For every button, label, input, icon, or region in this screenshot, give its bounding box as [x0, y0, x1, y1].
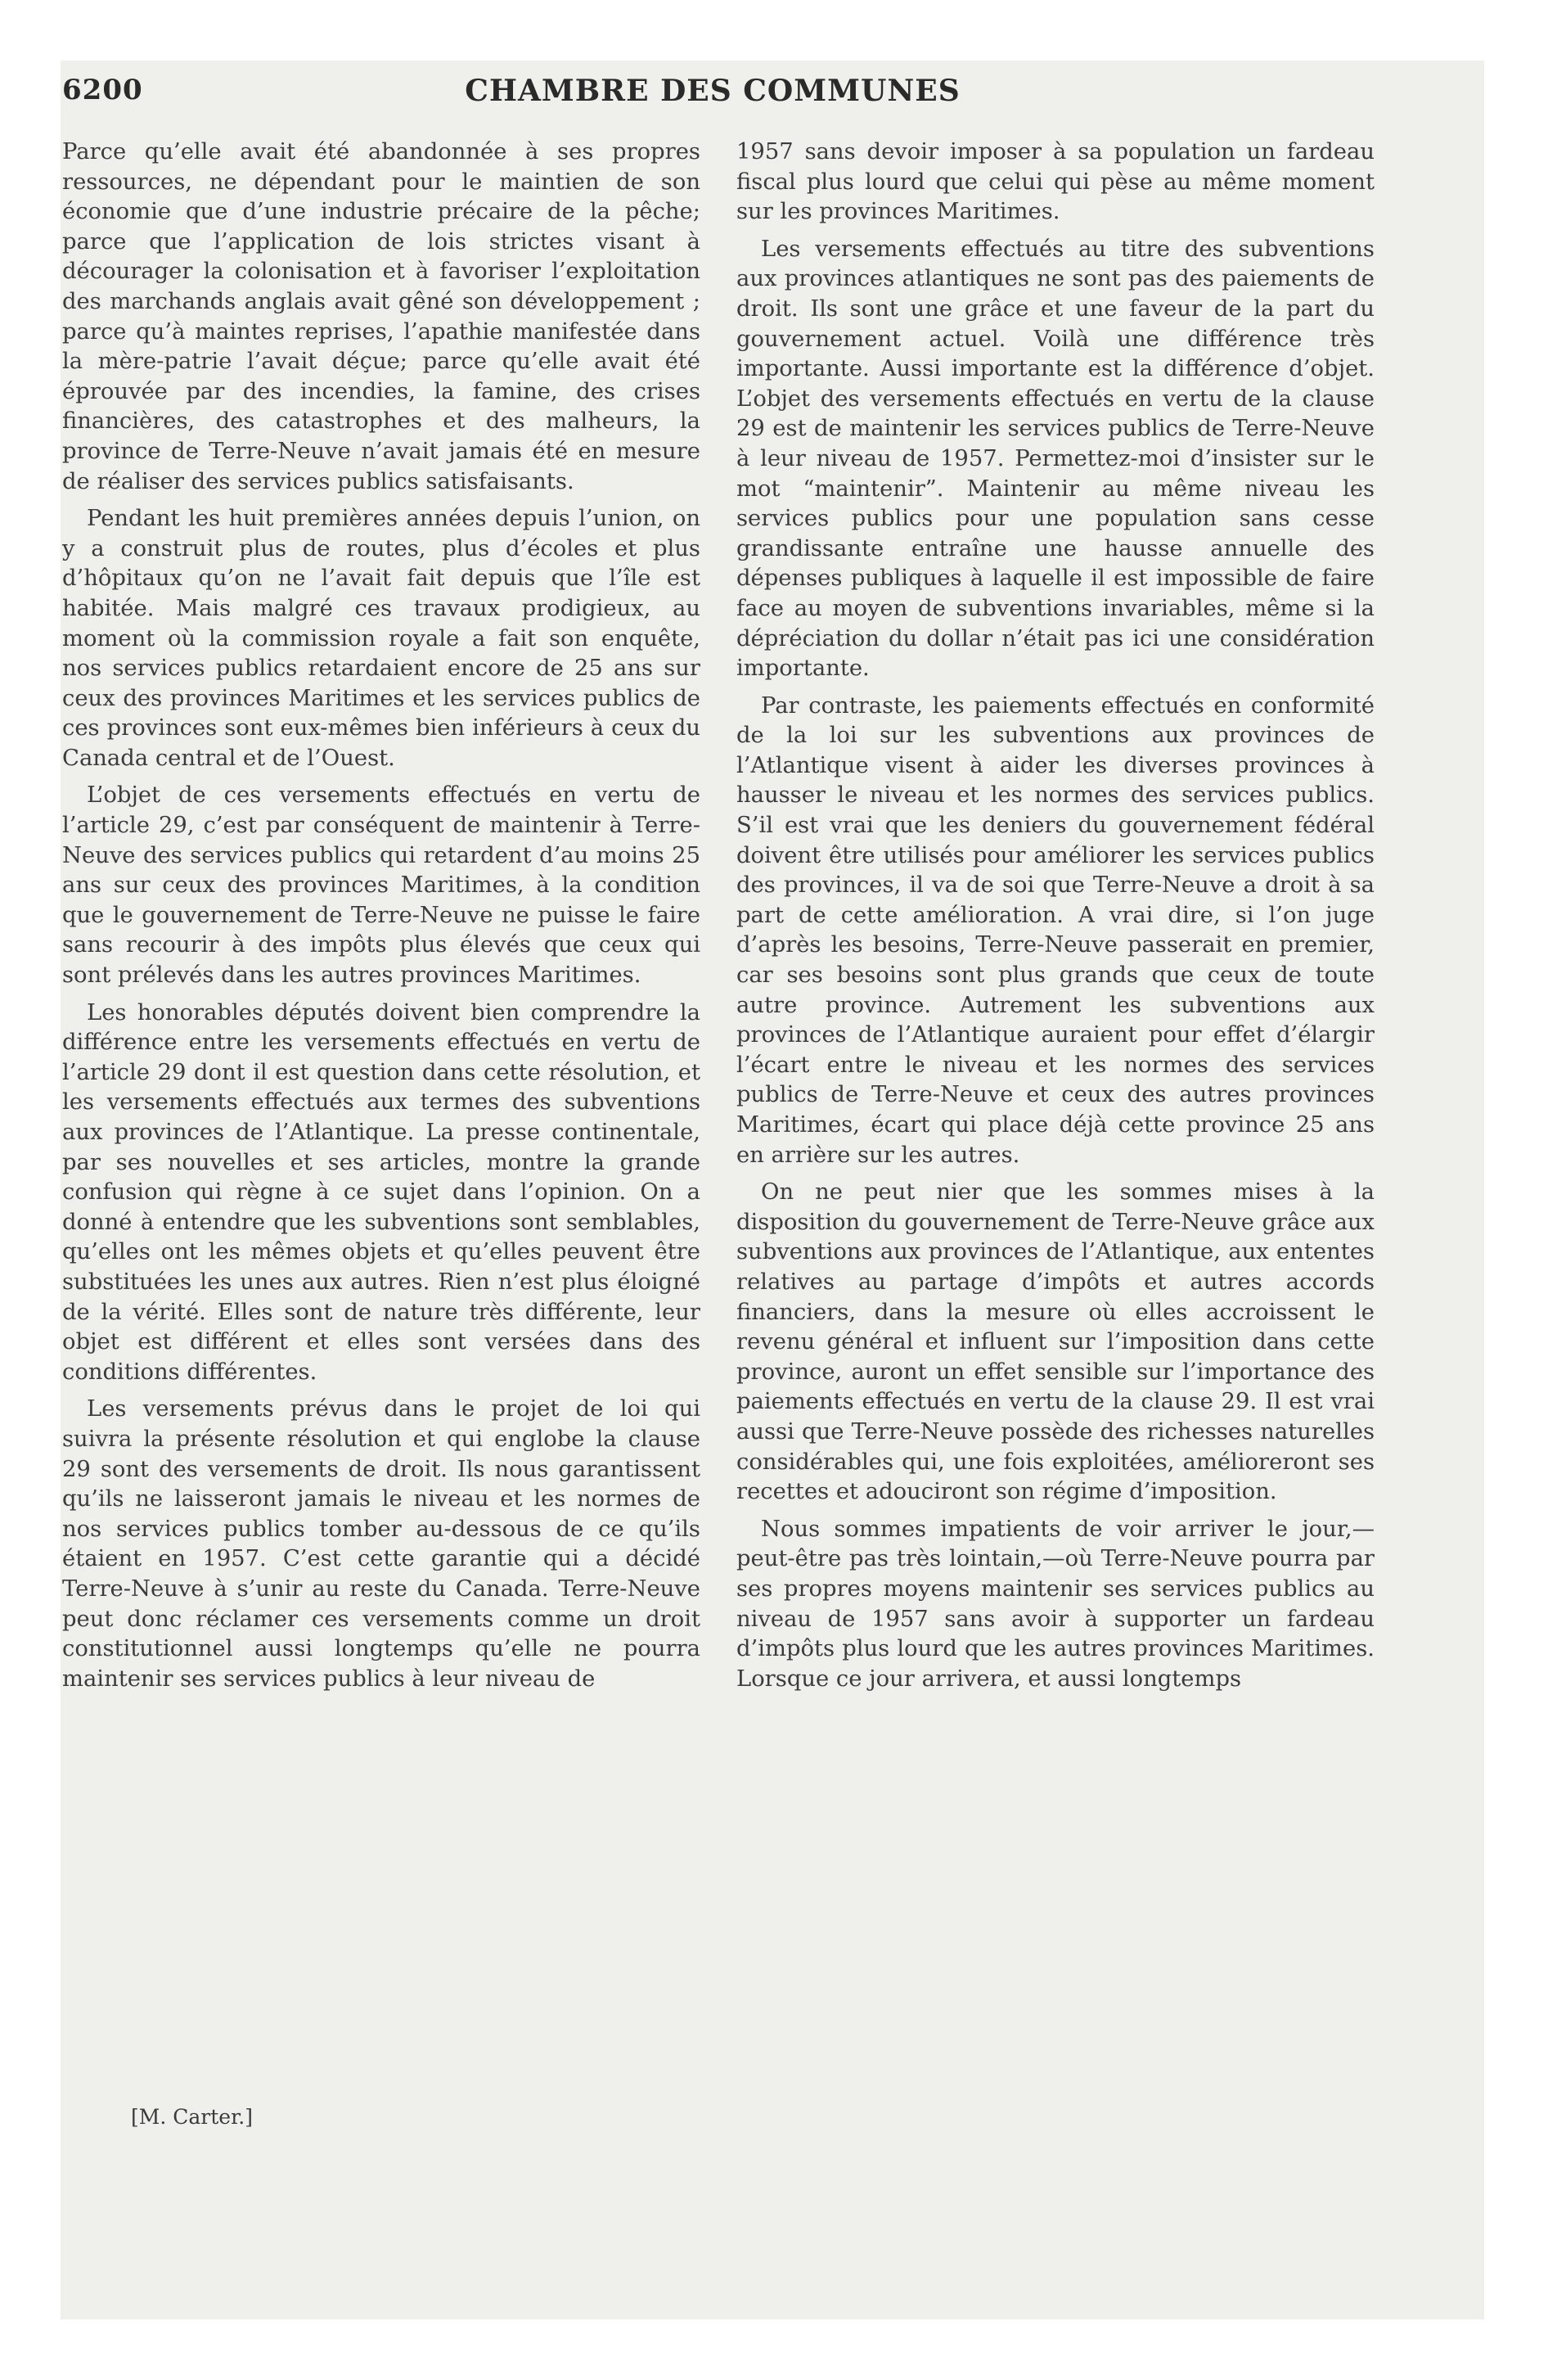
paragraph: Pendant les huit premières années depuis l’union, on y a construit plus de routes, plus d’écoles et plus d’hôpitaux qu’on ne l’avait fait depuis que l’île est habitée. Mais malgré ces travaux prodigieux, au moment où la commission royale a fait son enquête, nos services publics retardaient encore de 25 ans sur ceux des provinces Maritimes et les services publics de ces provinces sont eux-mêmes bien inférieurs à ceux du Canada central et de l’Ouest. — [62, 506, 700, 771]
paragraph: On ne peut nier que les sommes mises à la disposition du gouvernement de Terre-Neuve grâce aux subventions aux provinces de l’Atlantique, aux ententes relatives au partage d’impôts et autres accords financiers, dans la mesure où elles accroissent le revenu général et influent sur l’imposition dans cette province, auront un effet sensible sur l’importance des paiements effectués en vertu de la clause 29. Il est vrai aussi que Terre-Neuve possède des richesses naturelles considérables qui, une fois exploitées, amélioreront ses recettes et adouciront son régime d’imposition. — [736, 1179, 1375, 1505]
left-column — [62, 137, 700, 1702]
paragraph: Les versements effectués au titre des subventions aux provinces atlantiques ne sont pas des paiements de droit. Ils sont une grâce et une faveur de la part du gouvernement actuel. Voilà une différence très importante. Aussi importante est la différence d’objet. L’objet des versements effectués en vertu de la clause 29 est de maintenir les services publics de Terre-Neuve à leur niveau de 1957. Permettez-moi d’insister sur le mot “maintenir”. Maintenir au même niveau les services publics pour une population sans cesse grandissante entraîne une hausse annuelle des dépenses publiques à laquelle il est impossible de faire face au moyen de subventions invariables, même si la dépréciation du dollar n’était pas ici une considération importante. — [736, 236, 1375, 682]
page-number: 6200 — [62, 74, 143, 106]
paragraph: Les honorables députés doivent bien comprendre la différence entre les versements effectués en vertu de l’article 29 dont il est question dans cette résolution, et les versements effectués aux termes des subventions aux provinces de l’Atlantique. La presse continentale, par ses nouvelles et ses articles, montre la grande confusion qui règne à ce sujet dans l’opinion. On a donné à entendre que les subventions sont semblables, qu’elles ont les mêmes objets et qu’elles peuvent être substituées les unes aux autres. Rien n’est plus éloigné de la vérité. Elles sont de nature très différente, leur objet est différent et elles sont versées dans des conditions différentes. — [62, 999, 700, 1385]
paragraph: Par contraste, les paiements effectués en conformité de la loi sur les subventions aux provinces de l’Atlantique visent à aider les diverses provinces à hausser le niveau et les normes des services publics. S’il est vrai que les deniers du gouvernement fédéral doivent être utilisés pour améliorer les services publics des provinces, il va de soi que Terre-Neuve a droit à sa part de cette amélioration. A vrai dire, si l’on juge d’après les besoins, Terre-Neuve passerait en premier, car ses besoins sont plus grands que ceux de toute autre province. Autrement les subventions aux provinces de l’Atlantique auraient pour effet d’élargir l’écart entre le niveau et les normes des services publics de Terre-Neuve et ceux des autres provinces Maritimes, écart qui place déjà cette province 25 ans en arrière sur les autres. — [736, 692, 1375, 1168]
running-title: CHAMBRE DES COMMUNES — [465, 74, 961, 108]
paragraph: Nous sommes impatients de voir arriver le jour,—peut-être pas très lointain,—où Terre-Neuve pourra par ses propres moyens maintenir ses services publics au niveau de 1957 sans avoir à supporter un fardeau d’impôts plus lourd que les autres provinces Maritimes. Lorsque ce jour arrivera, et aussi longtemps — [736, 1516, 1375, 1692]
right-column — [736, 137, 1375, 1702]
paragraph: Les versements prévus dans le projet de loi qui suivra la présente résolution et qui englobe la clause 29 sont des versements de droit. Ils nous garantissent qu’ils ne laisseront jamais le niveau et les normes de nos services publics tomber au-dessous de ce qu’ils étaient en 1957. C’est cette garantie qui a décidé Terre-Neuve à s’unir au reste du Canada. Terre-Neuve peut donc réclamer ces versements comme un droit constitutionnel aussi longtemps qu’elle ne pourra maintenir ses services publics à leur niveau de — [62, 1396, 700, 1692]
paragraph: Parce qu’elle avait été abandonnée à ses propres ressources, ne dépendant pour le maintien de son économie que d’une industrie précaire de la pêche; parce que l’application de lois strictes visant à décourager la colonisation et à favoriser l’exploitation des marchands anglais avait gêné son développement ; parce qu’à maintes reprises, l’apathie manifestée dans la mère-patrie l’avait déçue; parce qu’elle avait été éprouvée par des incendies, la famine, des crises financières, des catastrophes et des malheurs, la province de Terre-Neuve n’avait jamais été en mesure de réaliser des services publics satisfaisants. — [62, 139, 700, 494]
page-header — [62, 74, 1363, 115]
paragraph: 1957 sans devoir imposer à sa population un fardeau fiscal plus lourd que celui qui pèse au même moment sur les provinces Maritimes. — [736, 139, 1375, 225]
paragraph: L’objet de ces versements effectués en vertu de l’article 29, c’est par conséquent de maintenir à Terre-Neuve des services publics qui retardent d’au moins 25 ans sur ceux des provinces Maritimes, à la condition que le gouvernement de Terre-Neuve ne puisse le faire sans recourir à des impôts plus élevés que ceux qui sont prélevés dans les autres provinces Maritimes. — [62, 782, 700, 989]
speaker-footnote: [M. Carter.] — [131, 2105, 253, 2129]
